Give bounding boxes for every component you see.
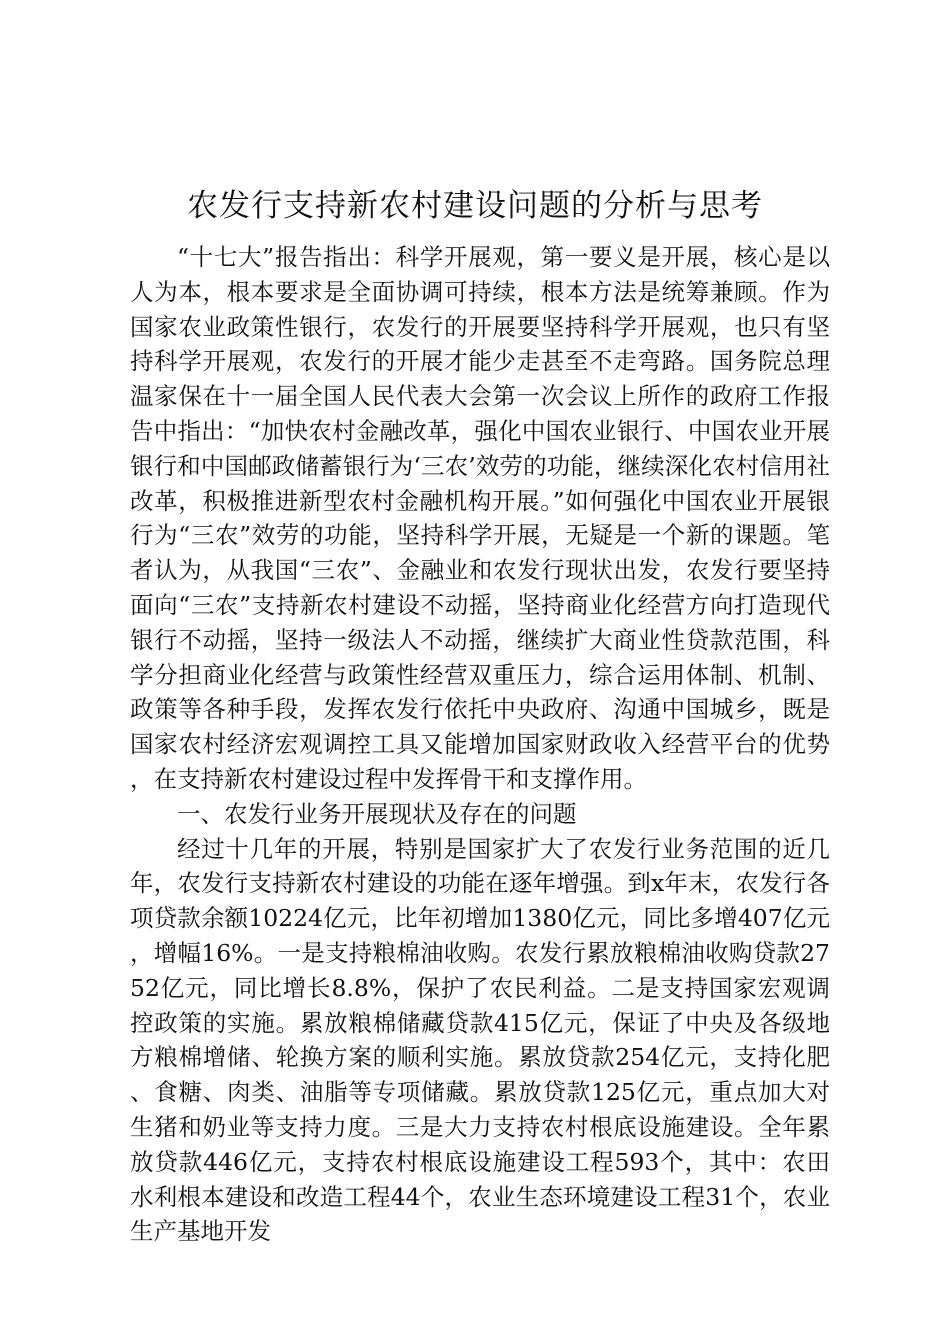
document-body bbox=[130, 240, 830, 1249]
document-title: 农发行支持新农村建设问题的分析与思考 bbox=[187, 188, 763, 224]
paragraph-intro: “十七大”报告指出：科学开展观，第一要义是开展，核心是以人为本，根本要求是全面协调可持续，根本方法是统筹兼顾。作为国家农业政策性银行，农发行的开展要坚持科学开展观，也只有坚持科学开展观，农发行的开展才能少走甚至不走弯路。国务院总理温家保在十一届全国人民代表大会第一次会议上所作的政府工作报告中指出：“加快农村金融改革，强化中国农业银行、中国农业开展银行和中国邮政储蓄银行为‘三农’效劳的功能，继续深化农村信用社改革，积极推进新型农村金融机构开展。”如何强化中国农业开展银行为“三农”效劳的功能，坚持科学开展，无疑是一个新的课题。笔者认为，从我国“三农”、金融业和农发行现状出发，农发行要坚持面向“三农”支持新农村建设不动摇，坚持商业化经营方向打造现代银行不动摇，坚持一级法人不动摇，继续扩大商业性贷款范围，科学分担商业化经营与政策性经营双重压力，综合运用体制、机制、政策等各种手段，发挥农发行依托中央政府、沟通中国城乡，既是国家农村经济宏观调控工具又能增加国家财政收入经营平台的优势，在支持新农村建设过程中发挥骨干和支撑作用。 bbox=[130, 243, 830, 793]
section-heading: 一、农发行业务开展现状及存在的问题 bbox=[177, 799, 577, 828]
paragraph-status: 经过十几年的开展，特别是国家扩大了农发行业务范围的近几年，农发行支持新农村建设的功能在逐年增强。到x年末，农发行各项贷款余额10224亿元，比年初增加1380亿元，同比多增407亿元，增幅16%。一是支持粮棉油收购。农发行累放粮棉油收购贷款2752亿元，同比增长8.8%，保护了农民利益。二是支持国家宏观调控政策的实施。累放粮棉储藏贷款415亿元，保证了中央及各级地方粮棉增储、轮换方案的顺利实施。累放贷款254亿元，支持化肥、食糖、肉类、油脂等专项储藏。累放贷款125亿元，重点加大对生猪和奶业等支持力度。三是大力支持农村根底设施建设。全年累放贷款446亿元，支持农村根底设施建设工程593个，其中：农田水利根本建设和改造工程44个，农业生态环境建设工程31个，农业生产基地开发 bbox=[130, 834, 830, 1246]
